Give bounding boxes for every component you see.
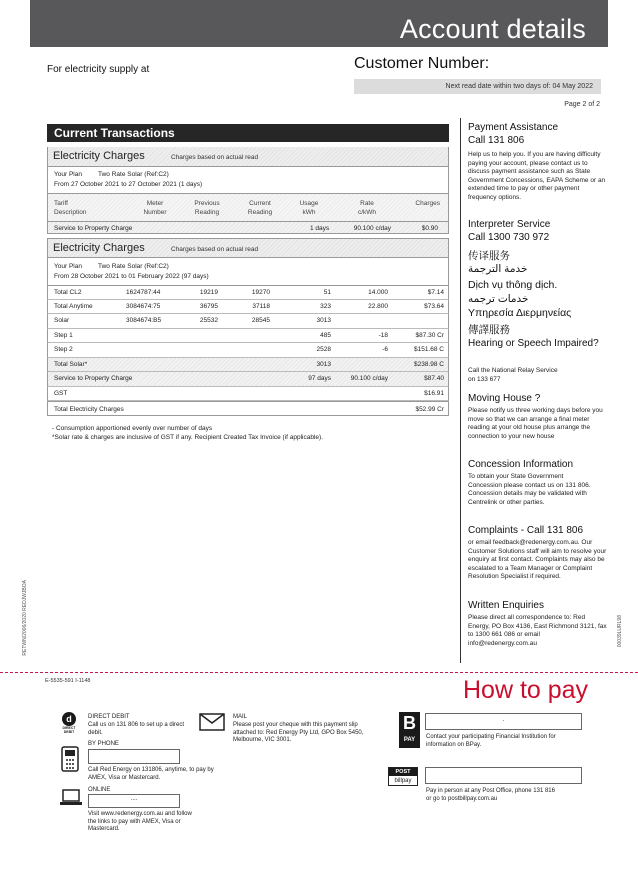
postbillpay-icon: POST billpay	[388, 767, 418, 786]
total-label: Total Electricity Charges	[54, 406, 124, 413]
plan-info-2	[47, 258, 449, 285]
customer-number-label: Customer Number:	[354, 55, 490, 72]
footnote-solar: *Solar rate & charges are inclusive of GST if any. Recipient Created Tax Invoice (if applicable).	[52, 434, 323, 441]
side-code-right: 00039LURL98	[617, 615, 623, 648]
concession-title: Concession Information	[468, 459, 574, 470]
online-title: ONLINE	[88, 787, 111, 793]
cell-tariff: Step 1	[54, 331, 73, 339]
total-electricity-charges-row	[47, 401, 449, 416]
svg-text:d: d	[66, 714, 72, 724]
col-rate: Rate c/kWh	[357, 200, 377, 216]
complaints-title: Complaints - Call 131 806	[468, 525, 584, 536]
table-row	[47, 314, 449, 329]
payment-assistance-text: Help us to help you. If you are having difficulty paying your account, please contact us to discuss payment assistance such as State Government Concessions, EAPA Scheme or an extended time to pay or other payment frequency options.	[468, 151, 606, 201]
plan-period: From 28 October 2021 to 01 February 2022 (97 days)	[54, 273, 209, 280]
cell-rate: 90.100 c/day	[350, 375, 388, 382]
cell-rate: 22.800	[368, 302, 388, 310]
computer-icon	[59, 789, 83, 807]
total-value: $52.99 Cr	[415, 406, 444, 413]
mail-icon	[199, 713, 225, 731]
cell-charges: $7.14	[427, 289, 444, 296]
cell-usage: 2528	[316, 346, 331, 353]
hearing-title: Hearing or Speech Impaired?	[468, 338, 599, 349]
cell-tariff: Step 2	[54, 346, 73, 353]
table-row	[47, 300, 449, 315]
footnote-consumption: - Consumption apportioned evenly over number of days	[52, 425, 213, 432]
section-title: Electricity Charges	[53, 242, 145, 254]
table-row	[47, 285, 449, 300]
page-number: Page 2 of 2	[564, 101, 600, 108]
cell-charges: $238.98 C	[414, 360, 444, 368]
cell-meter: 3084674:B5	[126, 317, 162, 324]
section-title: Electricity Charges	[53, 150, 145, 162]
cell-charges: $87.30 Cr	[415, 331, 444, 339]
supply-label: For electricity supply at	[47, 64, 150, 75]
col-usage: Usage kWh	[299, 200, 319, 216]
plan-name: Two Rate Solar (Ref:C2)	[98, 171, 169, 178]
section-electricity-charges-2	[47, 238, 449, 258]
plan-label: Your Plan	[54, 171, 82, 178]
mail-text: Please post your cheque with this payment slip attached to: Red Energy Pty Ltd, GPO Box 5450, Melbourne, VIC 3001.	[233, 722, 364, 743]
cell-curr: 19270	[251, 289, 270, 296]
bpay-icon: B PAY	[399, 712, 420, 748]
language-persian: خدمات ترجمه	[468, 293, 529, 305]
table-row	[47, 358, 449, 373]
col-tariff: Tariff Description	[54, 200, 87, 216]
language-chinese-simplified: 传译服务	[468, 250, 510, 262]
language-greek: Υπηρεσία Διερμηνείας	[468, 307, 572, 319]
table-row	[47, 329, 449, 344]
written-enquiries-title: Written Enquiries	[468, 600, 544, 611]
cell-rate: -18	[378, 331, 388, 339]
table-row: Service to Property Charge 1 days 90.100 c/day $0.90	[47, 221, 449, 234]
cell-rate: -6	[382, 346, 388, 353]
moving-text: Please notify us three working days before you move so that we can arrange a final meter reading at your old house plus arrange the connection to your new house	[468, 407, 603, 440]
language-vietnamese: Dịch vụ thông dịch.	[468, 279, 558, 291]
plan-info-1	[47, 167, 449, 193]
cell-curr: 28545	[251, 317, 270, 324]
col-charges: Charges	[415, 200, 440, 207]
direct-debit-text: Call us on 131 806 to set up a direct debit.	[88, 722, 185, 736]
complaints-text: or email feedback@redenergy.com.au. Our Customer Solutions staff will aim to resolve your enquiry at first contact. Complaints may also be escalated to a Team Manager or Complaint Resolution Specialist if required.	[468, 539, 607, 580]
payment-assistance-phone: Call 131 806	[468, 135, 525, 146]
cell-meter: 1624787:44	[126, 289, 161, 296]
direct-debit-icon: d DIRECT DEBIT	[58, 711, 80, 735]
language-chinese-traditional: 傳譯服務	[468, 324, 510, 336]
language-arabic: خدمة الترجمة	[468, 263, 528, 275]
concession-text: To obtain your State Government Concession please contact us on 131 806. Concession details may be validated with Centrelink or other parties.	[468, 473, 591, 506]
how-to-pay-title: How to pay	[463, 676, 589, 704]
cell-tariff: Total Anytime	[54, 302, 93, 310]
cell-usage: 51	[323, 289, 331, 296]
by-phone-text: Call Red Energy on 131806, anytime, to pay by AMEX, Visa or Mastercard.	[88, 767, 214, 781]
cell-prev: 25532	[199, 317, 218, 324]
interpreter-title: Interpreter Service	[468, 219, 551, 230]
table-row	[47, 387, 449, 402]
sidebar-info	[460, 118, 612, 663]
by-phone-field[interactable]	[88, 749, 180, 764]
cell-tariff: Solar	[54, 317, 70, 324]
cell-tariff: Service to Property Charge	[54, 375, 133, 382]
section-note: Charges based on actual read	[171, 154, 259, 161]
cell-usage: 97 days	[308, 375, 331, 382]
table-header	[47, 193, 449, 221]
online-text: Visit www.redenergy.com.au and follow the links to pay with AMEX, Visa or Mastercard.	[88, 811, 192, 832]
cell-prev: 36795	[199, 302, 218, 310]
plan-name: Two Rate Solar (Ref:C2)	[98, 263, 169, 270]
cell-usage: 3013	[316, 317, 331, 324]
col-meter: Meter Number	[143, 200, 167, 216]
cell-curr: 37118	[252, 302, 270, 310]
table-row	[47, 372, 449, 387]
moving-title: Moving House ?	[468, 393, 541, 404]
mail-title: MAIL	[233, 714, 248, 720]
hearing-text: Call the National Relay Service on 133 677	[468, 367, 558, 383]
tear-line	[0, 672, 638, 673]
plan-label: Your Plan	[54, 263, 82, 270]
section-note: Charges based on actual read	[171, 246, 259, 253]
page-title: Account details	[399, 14, 586, 44]
cell-tariff: GST	[54, 389, 68, 397]
phone-icon	[59, 745, 81, 773]
cell-usage: 485	[320, 331, 331, 339]
postbillpay-text: Pay in person at any Post Office, phone 131 816 or go to postbillpay.com.au	[426, 788, 555, 802]
online-field[interactable]: ....	[88, 794, 180, 808]
cell-usage: 3013	[316, 360, 331, 368]
cell-rate: 14.000	[368, 289, 388, 296]
cell-prev: 19219	[199, 289, 218, 296]
interpreter-phone: Call 1300 730 972	[468, 232, 550, 243]
cell-meter: 3084674:75	[126, 302, 161, 310]
plan-period: From 27 October 2021 to 27 October 2021 (1 days)	[54, 181, 203, 188]
col-previous: Previous Reading	[194, 200, 220, 216]
col-current: Current Reading	[247, 200, 273, 216]
current-transactions-header: Current Transactions	[47, 124, 449, 142]
written-enquiries-text: Please direct all correspondence to: Red Energy, PO Box 4136, East Richmond 3121, fax to 1300 661 086 or email info@redenergy.com.au	[468, 614, 607, 647]
payment-assistance-title: Payment Assistance	[468, 122, 559, 133]
cell-charges: $87.40	[424, 375, 444, 382]
direct-debit-title: DIRECT DEBIT	[88, 714, 130, 720]
postbillpay-field[interactable]	[425, 767, 582, 784]
payment-reference-code: E-5535-591 I-1148	[45, 678, 91, 684]
side-code-left: RETWN/2006/2020 REDJWJBOA	[22, 580, 28, 656]
cell-usage: 323	[320, 302, 331, 310]
bpay-field[interactable]: .	[425, 713, 582, 730]
bpay-text: Contact your participating Financial Institution for information on BPay.	[426, 734, 556, 748]
cell-charges: $16.91	[424, 389, 444, 397]
table-row	[47, 343, 449, 358]
cell-charges: $151.68 C	[414, 346, 444, 353]
next-read-date: Next read date within two days of: 04 May 2022	[354, 79, 601, 94]
cell-charges: $73.64	[424, 302, 444, 310]
cell-tariff: Total CL2	[54, 289, 82, 296]
section-electricity-charges-1	[47, 147, 449, 167]
by-phone-title: BY PHONE	[88, 741, 119, 747]
cell-tariff: Total Solar*	[54, 360, 88, 368]
